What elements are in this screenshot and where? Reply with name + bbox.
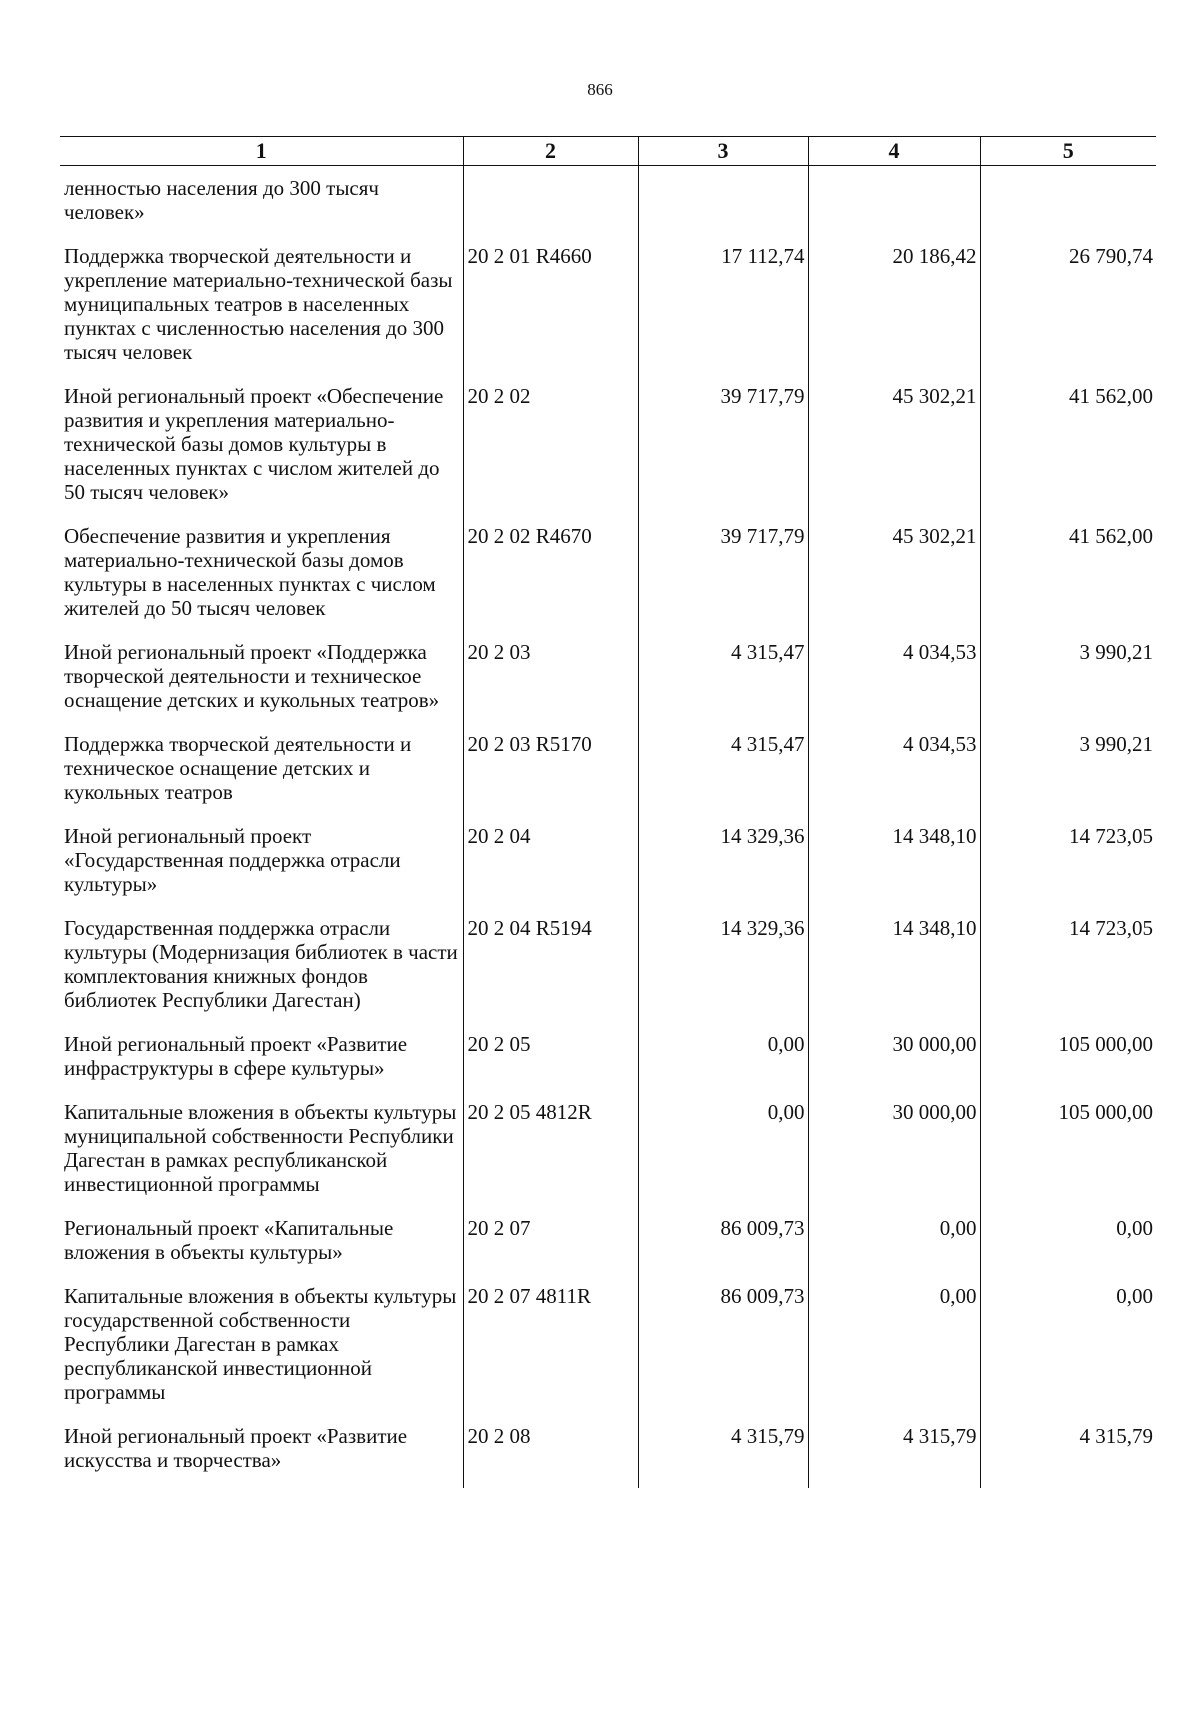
table-row	[60, 820, 1156, 912]
row-value-3: 86 009,73	[638, 1212, 808, 1280]
column-header-5: 5	[980, 137, 1156, 166]
row-value-3: 39 717,79	[638, 380, 808, 520]
row-value-5	[980, 166, 1156, 241]
row-value-3: 17 112,74	[638, 240, 808, 380]
row-value-4: 45 302,21	[808, 380, 980, 520]
row-value-5: 14 723,05	[980, 912, 1156, 1028]
table-row	[60, 380, 1156, 520]
table-row	[60, 520, 1156, 636]
table-row	[60, 1028, 1156, 1096]
row-value-5: 105 000,00	[980, 1096, 1156, 1212]
row-value-5: 14 723,05	[980, 820, 1156, 912]
row-value-4: 14 348,10	[808, 820, 980, 912]
row-name: Иной региональный проект «Развитие искусства и творчества»	[64, 1424, 408, 1472]
row-code: 20 2 05 4812R	[463, 1096, 638, 1212]
row-name: Иной региональный проект «Поддержка творческой деятельности и техническое оснащение детских и кукольных театров»	[64, 640, 440, 712]
column-header-1: 1	[60, 137, 463, 166]
table-row	[60, 240, 1156, 380]
row-value-4: 30 000,00	[808, 1028, 980, 1096]
row-value-3: 4 315,47	[638, 728, 808, 820]
row-name: Капитальные вложения в объекты культуры муниципальной собственности Республики Дагестан в рамках республиканской инвестиционной программы	[64, 1100, 457, 1196]
row-value-4: 4 034,53	[808, 728, 980, 820]
row-code: 20 2 02 R4670	[463, 520, 638, 636]
row-name: Иной региональный проект «Обеспечение развития и укрепления материально-технической базы домов культуры в населенных пунктах с числом жителей до 50 тысяч человек»	[64, 384, 444, 504]
row-name: Обеспечение развития и укрепления материально-технической базы домов культуры в населенных пунктах с числом жителей до 50 тысяч человек	[64, 524, 436, 620]
row-value-4: 4 034,53	[808, 636, 980, 728]
row-name: Иной региональный проект «Развитие инфраструктуры в сфере культуры»	[64, 1032, 408, 1080]
table-row	[60, 636, 1156, 728]
budget-table-container	[60, 136, 1156, 1488]
row-name: ленностью населения до 300 тысяч человек»	[64, 176, 379, 224]
row-value-3	[638, 166, 808, 241]
row-code: 20 2 07 4811R	[463, 1280, 638, 1420]
row-value-3: 0,00	[638, 1096, 808, 1212]
row-name: Иной региональный проект «Государственная поддержка отрасли культуры»	[64, 824, 401, 896]
row-name: Поддержка творческой деятельности и техническое оснащение детских и кукольных театров	[64, 732, 412, 804]
row-value-5: 41 562,00	[980, 520, 1156, 636]
row-name: Поддержка творческой деятельности и укрепление материально-технической базы муниципальных театров в населенных пунктах с численностью населения до 300 тысяч человек	[64, 244, 453, 364]
row-name: Региональный проект «Капитальные вложения в объекты культуры»	[64, 1216, 394, 1264]
row-value-4: 4 315,79	[808, 1420, 980, 1488]
row-value-5: 105 000,00	[980, 1028, 1156, 1096]
row-code: 20 2 02	[463, 380, 638, 520]
table-row	[60, 1212, 1156, 1280]
column-header-2: 2	[463, 137, 638, 166]
row-value-3: 14 329,36	[638, 820, 808, 912]
table-row	[60, 1420, 1156, 1488]
row-value-3: 4 315,79	[638, 1420, 808, 1488]
row-value-5: 0,00	[980, 1280, 1156, 1420]
row-code: 20 2 07	[463, 1212, 638, 1280]
row-value-4: 20 186,42	[808, 240, 980, 380]
row-code: 20 2 04	[463, 820, 638, 912]
column-header-4: 4	[808, 137, 980, 166]
row-name: Государственная поддержка отрасли культуры (Модернизация библиотек в части комплектования книжных фондов библиотек Республики Дагестан)	[64, 916, 458, 1012]
row-value-4	[808, 166, 980, 241]
column-header-3: 3	[638, 137, 808, 166]
row-code: 20 2 04 R5194	[463, 912, 638, 1028]
row-value-3: 4 315,47	[638, 636, 808, 728]
row-value-5: 3 990,21	[980, 636, 1156, 728]
row-code: 20 2 08	[463, 1420, 638, 1488]
table-row	[60, 166, 1156, 241]
row-code: 20 2 03 R5170	[463, 728, 638, 820]
row-code: 20 2 03	[463, 636, 638, 728]
row-value-4: 0,00	[808, 1212, 980, 1280]
row-value-4: 14 348,10	[808, 912, 980, 1028]
table-row	[60, 912, 1156, 1028]
table-header-row	[60, 137, 1156, 166]
row-value-3: 14 329,36	[638, 912, 808, 1028]
row-value-5: 4 315,79	[980, 1420, 1156, 1488]
table-row	[60, 728, 1156, 820]
page-number: 866	[587, 80, 613, 99]
row-name: Капитальные вложения в объекты культуры государственной собственности Республики Дагестан в рамках республиканской инвестиционной программы	[64, 1284, 457, 1404]
row-value-5: 26 790,74	[980, 240, 1156, 380]
row-code	[463, 166, 638, 241]
table-row	[60, 1096, 1156, 1212]
row-value-5: 0,00	[980, 1212, 1156, 1280]
budget-table	[60, 136, 1156, 1488]
row-value-5: 41 562,00	[980, 380, 1156, 520]
row-code: 20 2 05	[463, 1028, 638, 1096]
row-value-3: 0,00	[638, 1028, 808, 1096]
row-value-3: 86 009,73	[638, 1280, 808, 1420]
row-code: 20 2 01 R4660	[463, 240, 638, 380]
table-row	[60, 1280, 1156, 1420]
row-value-5: 3 990,21	[980, 728, 1156, 820]
row-value-4: 45 302,21	[808, 520, 980, 636]
row-value-3: 39 717,79	[638, 520, 808, 636]
row-value-4: 0,00	[808, 1280, 980, 1420]
row-value-4: 30 000,00	[808, 1096, 980, 1212]
